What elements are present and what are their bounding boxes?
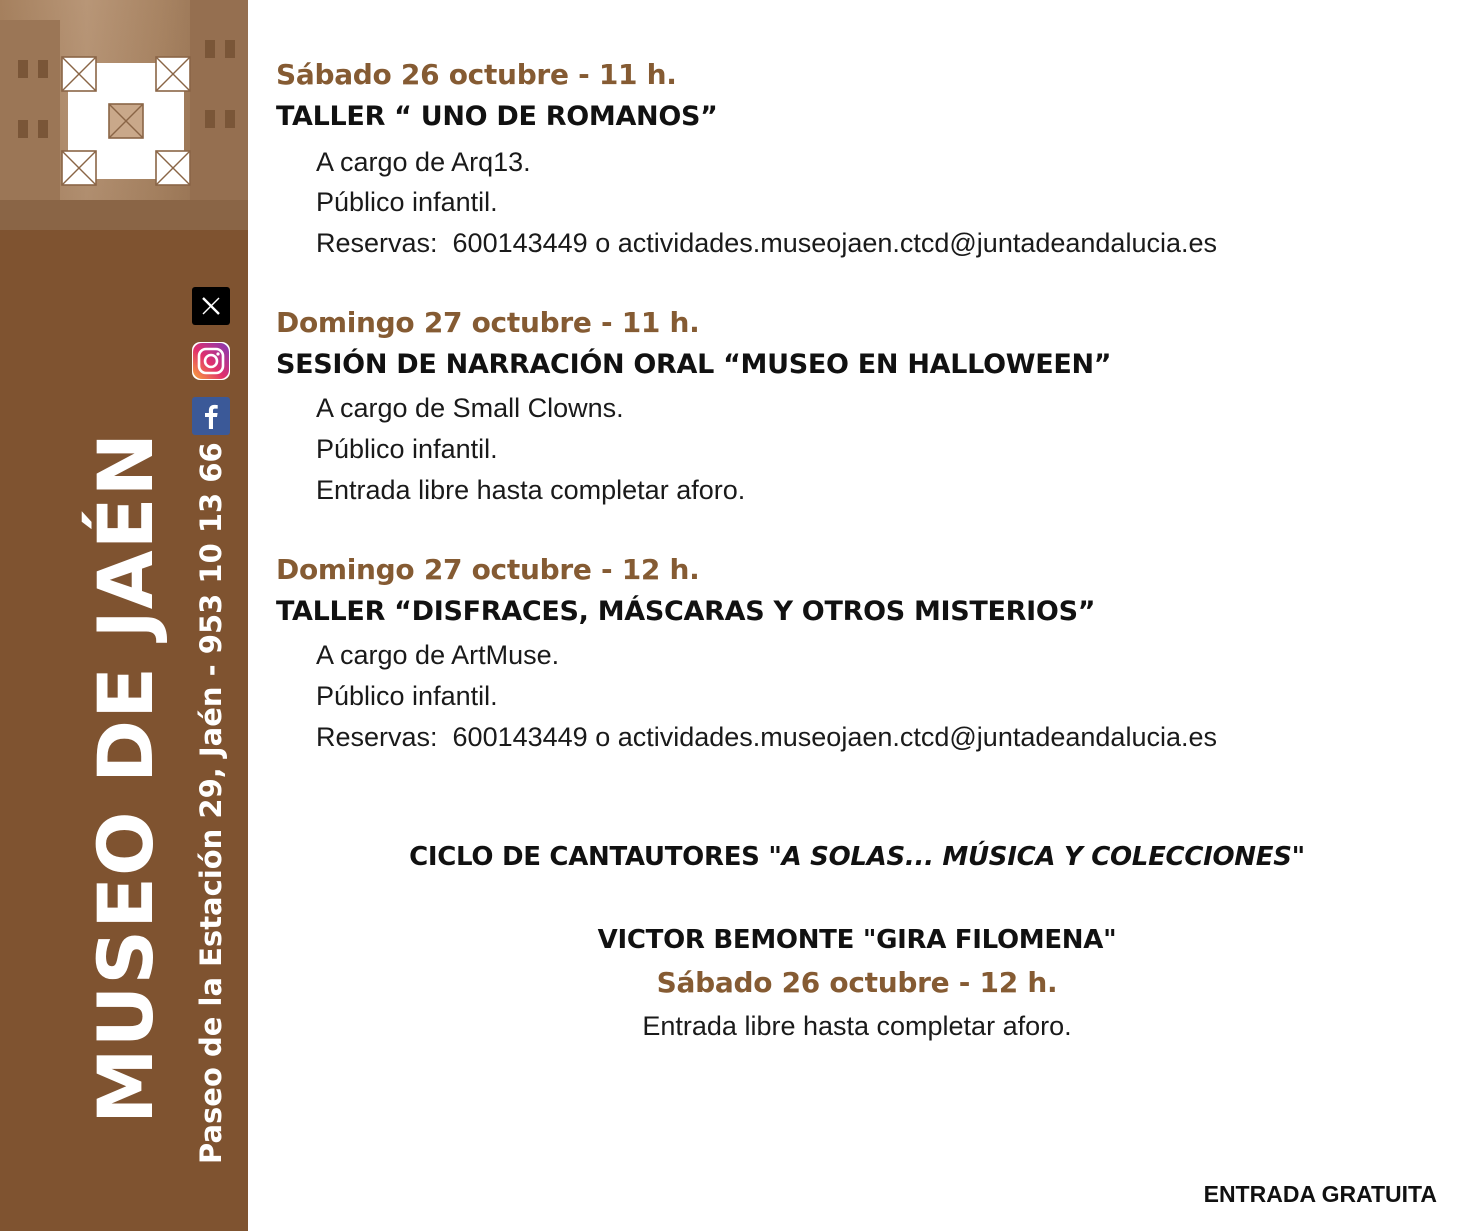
event-3-organizer: A cargo de ArtMuse. [316,640,560,670]
sidebar [0,0,248,1231]
ciclo-date: Sábado 26 octubre - 12 h. [656,966,1058,999]
event-3-date: Domingo 27 octubre - 12 h. [276,553,700,586]
event-2-organizer: A cargo de Small Clowns. [316,393,624,423]
instagram-icon[interactable] [192,342,230,380]
ciclo-note: Entrada libre hasta completar aforo. [642,1011,1072,1041]
museum-title: MUSEO DE JAÉN [81,431,170,1124]
event-3-title: TALLER “DISFRACES, MÁSCARAS Y OTROS MISTERIOS” [276,596,1096,627]
event-2-audience: Público infantil. [316,434,498,464]
main-content [276,0,1446,1231]
event-3-audience: Público infantil. [316,681,498,711]
event-1-audience: Público infantil. [316,187,498,217]
event-1-reservations: Reservas: 600143449 o actividades.museojaen.ctcd@juntadeandalucia.es [316,228,1217,258]
event-1-title: TALLER “ UNO DE ROMANOS” [276,101,718,132]
event-2-note: Entrada libre hasta completar aforo. [316,475,746,505]
event-1-organizer: A cargo de Arq13. [316,147,531,177]
ciclo-heading [276,842,1438,872]
ciclo-performer: VICTOR BEMONTE "GIRA FILOMENA" [597,925,1117,955]
free-entry-label: ENTRADA GRATUITA [1203,1181,1437,1207]
museum-logo-icon [60,55,192,187]
ciclo-name: "A SOLAS... MÚSICA Y COLECCIONES" [768,842,1305,872]
event-2-title: SESIÓN DE NARRACIÓN ORAL “MUSEO EN HALLOWEEN” [276,349,1112,380]
museum-photo [0,0,248,230]
event-3-reservations: Reservas: 600143449 o actividades.museojaen.ctcd@juntadeandalucia.es [316,722,1217,752]
museum-address: Paseo de la Estación 29, Jaén - 953 10 13 66 [194,442,228,1164]
event-2-date: Domingo 27 octubre - 11 h. [276,306,700,339]
event-1-date: Sábado 26 octubre - 11 h. [276,58,677,91]
x-icon[interactable] [192,287,230,325]
facebook-icon[interactable] [192,397,230,435]
ciclo-prefix: CICLO DE CANTAUTORES [409,842,769,872]
